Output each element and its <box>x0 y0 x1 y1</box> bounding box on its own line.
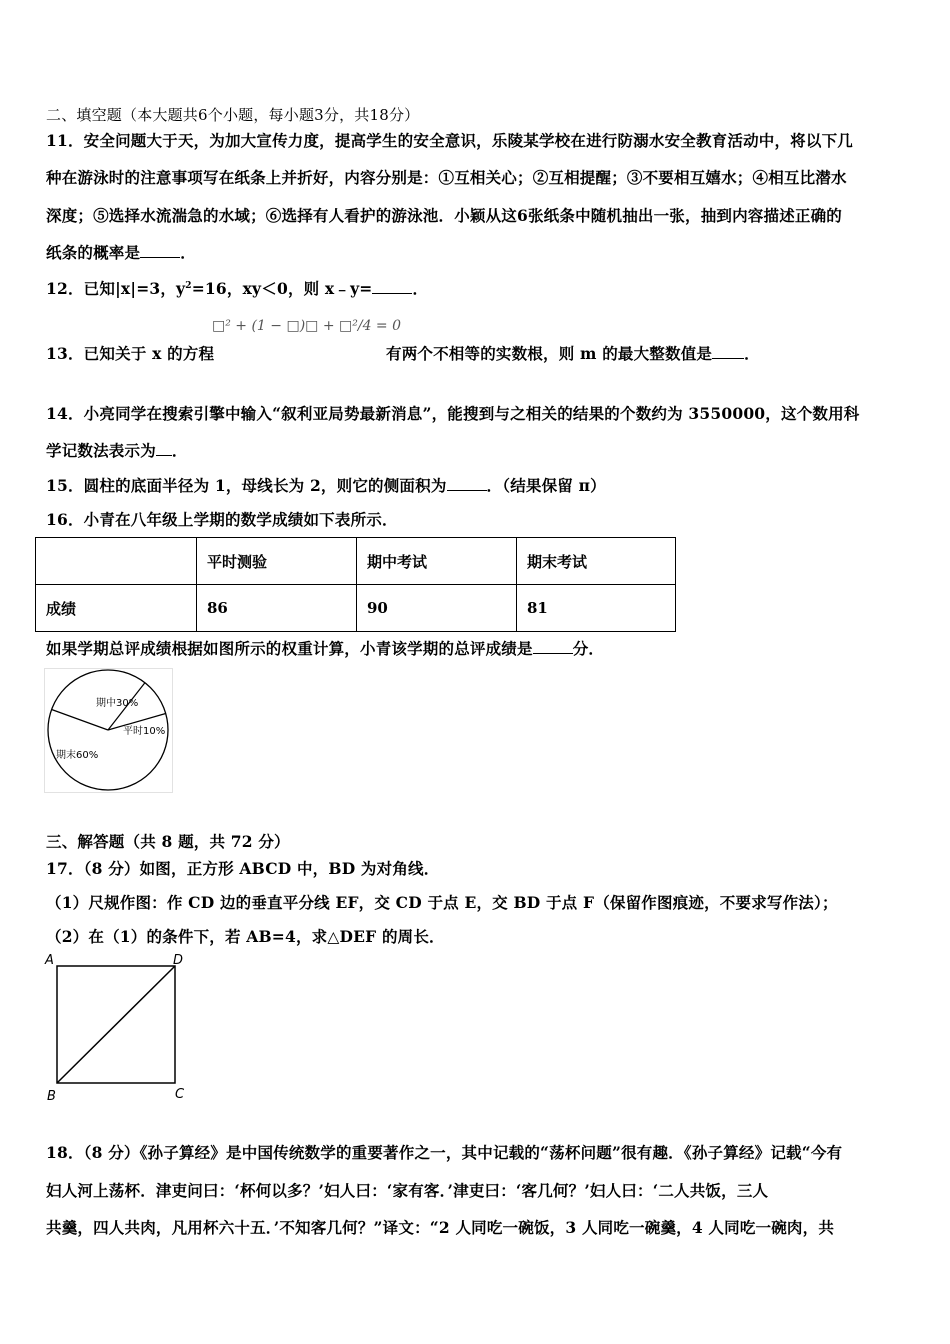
q11-line-1: 11．安全问题大于天，为加大宣传力度，提高学生的安全意识，乐陵某学校在进行防溺水安全教育活动中，将以下几 <box>46 131 853 150</box>
pie-label-midterm: 期中30% <box>96 698 139 709</box>
score-table <box>35 537 676 632</box>
section-3-heading: 三、解答题（共 8 题，共 72 分） <box>46 832 290 851</box>
q11-line-2: 种在游泳时的注意事项写在纸条上并折好，内容分别是：①互相关心；②互相提醒；③不要相互嬉水；④相互比潜水 <box>46 168 847 187</box>
q12-answer-blank[interactable] <box>372 279 412 294</box>
q15-line <box>46 474 606 496</box>
q14-text: 学记数法表示为 <box>46 441 156 460</box>
q17-line-3: （2）在（1）的条件下，若 AB=4，求△DEF 的周长． <box>46 927 445 946</box>
q16-after-text-b: 分． <box>572 639 605 658</box>
table-header-cell <box>36 538 197 585</box>
table-row-label: 成绩 <box>36 585 197 632</box>
table-cell: 90 <box>357 585 517 632</box>
q13-answer-blank[interactable] <box>712 344 744 359</box>
label-b: B <box>47 1089 56 1104</box>
q18-line-1: 18．（8 分）《孙子算经》是中国传统数学的重要著作之一，其中记载的“荡杯问题”很有趣．《孙子算经》记载“今有 <box>46 1143 843 1162</box>
pie-label-regular: 平时10% <box>123 726 166 737</box>
label-d: D <box>173 953 184 968</box>
q11-text: 纸条的概率是 <box>46 243 141 262</box>
q12-text-b: =16，xy＜0，则 x﹣y= <box>191 279 373 298</box>
weight-pie-chart <box>44 668 174 794</box>
table-header-cell: 平时测验 <box>197 538 357 585</box>
table-cell: 86 <box>197 585 357 632</box>
table-header-cell: 期中考试 <box>357 538 517 585</box>
q14-line-2: 学记数法表示为 ． <box>46 441 188 460</box>
q11-line-3: 深度；⑤选择水流湍急的水域；⑥选择有人看护的游泳池．小颖从这6张纸条中随机抽出一张，抽到内容描述正确的 <box>46 206 842 225</box>
q13-equation: □² + (1 − □)□ + □²/4 = 0 <box>212 318 402 334</box>
section-2-heading: 二、填空题（本大题共6个小题，每小题3分，共18分） <box>46 106 420 124</box>
q14-line-1: 14．小亮同学在搜索引擎中输入“叙利亚局势最新消息”，能搜到与之相关的结果的个数约为 3550000，这个数用科 <box>46 404 860 423</box>
diagonal-bd <box>57 966 175 1083</box>
q16-after-line <box>46 637 604 659</box>
table-row <box>36 585 676 632</box>
q12-line: 12．已知|x|=3，$y^2=16$，xy＜0，则 x﹣y= ． <box>46 279 429 298</box>
q13-text-a: 13．已知关于 x 的方程 <box>46 344 215 363</box>
q11-line-4: 纸条的概率是 ． <box>46 243 196 262</box>
q13-line-b: 有两个不相等的实数根，则 m 的最大整数值是 ． <box>386 344 760 363</box>
table-header-cell: 期末考试 <box>517 538 676 585</box>
q16-answer-blank[interactable] <box>533 639 573 654</box>
q12-text-a: 12．已知|x|=3，y <box>46 279 186 298</box>
q17-line-1: 17．（8 分）如图，正方形 ABCD 中，BD 为对角线． <box>46 859 440 878</box>
label-a: A <box>45 953 54 968</box>
q12-exponent: 2 <box>185 280 192 291</box>
pie-label-final: 期末60% <box>56 750 99 761</box>
q18-line-3: 共羹，四人共肉，凡用杯六十五．’不知客几何？”译文：“2 人同吃一碗饭，3 人同吃一碗羹，4 人同吃一碗肉，共 <box>46 1218 835 1237</box>
q13-text-b: 有两个不相等的实数根，则 m 的最大整数值是 <box>386 344 713 363</box>
q15-text-b: ．（结果保留 π） <box>486 476 606 495</box>
q17-line-2: （1）尺规作图：作 CD 边的垂直平分线 EF，交 CD 于点 E，交 BD 于点 F（保留作图痕迹，不要求写作法）； <box>46 893 838 912</box>
square-figure <box>42 950 192 1105</box>
table-cell: 81 <box>517 585 676 632</box>
q11-answer-blank[interactable] <box>140 243 180 258</box>
q16-after-text-a: 如果学期总评成绩根据如图所示的权重计算，小青该学期的总评成绩是 <box>46 639 533 658</box>
q16-intro: 16．小青在八年级上学期的数学成绩如下表所示． <box>46 510 398 529</box>
q15-answer-blank[interactable] <box>447 476 487 491</box>
label-c: C <box>175 1087 185 1102</box>
q18-line-2: 妇人河上荡杯．津吏问曰：‘杯何以多？’妇人曰：‘家有客．’津吏曰：‘客几何？’妇人曰：‘二人共饭，三人 <box>46 1181 769 1200</box>
table-header-row <box>36 538 676 585</box>
q15-text-a: 15．圆柱的底面半径为 1，母线长为 2，则它的侧面积为 <box>46 476 447 495</box>
q14-answer-blank[interactable] <box>156 441 172 456</box>
